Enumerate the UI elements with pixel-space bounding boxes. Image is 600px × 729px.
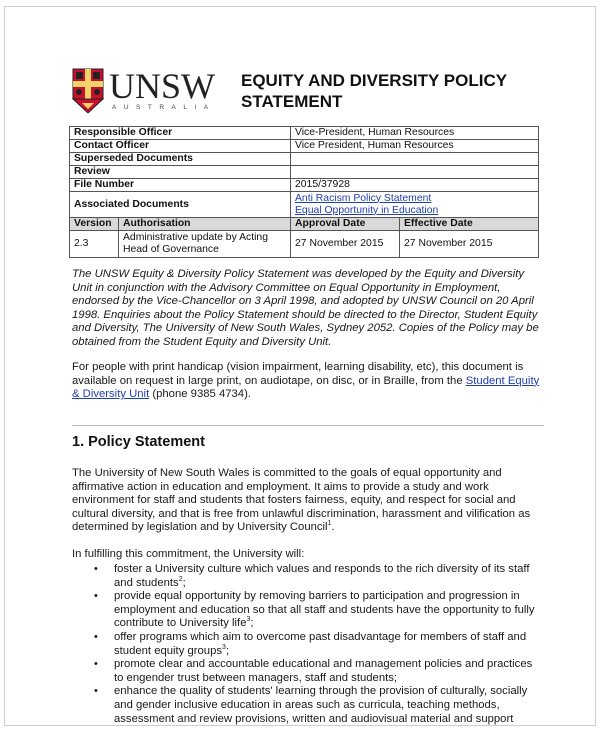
print-handicap-notice — [72, 361, 544, 402]
list-item — [94, 685, 542, 726]
list-item-text: promote clear and accountable educational and management policies and practices to engender trust between managers, staff and students; — [114, 658, 533, 684]
commitment-intro: In fulfilling this commitment, the University will: — [72, 548, 305, 560]
intro-paragraph: The UNSW Equity & Diversity Policy Statement was developed by the Equity and Diversity Unit in conjunction with the Advisory Committee on Equal Opportunity in Employment, endorsed by the Vice-Chancellor on 3 April 1998, and adopted by UNSW Council on 20 April 1998. Enquiries about the Policy Statement should be directed to the Director, Student Equity and Diversity, The University of New South Wales, Sydney 2052. Copies of the Policy may be obtained from the Student Equity and Diversity Unit. — [72, 268, 539, 348]
info-row — [70, 179, 539, 192]
approval-date-header: Approval Date — [291, 218, 400, 231]
equal-opportunity-education-link[interactable]: Equal Opportunity in Education — [295, 204, 439, 216]
footnote-ref: 3 — [246, 616, 251, 624]
bullet-icon: • — [94, 685, 98, 698]
footnote-ref: 1 — [327, 520, 332, 528]
info-key: Contact Officer — [70, 140, 291, 153]
document-title — [241, 70, 561, 112]
title-line-1: EQUITY AND DIVERSITY POLICY — [241, 71, 508, 90]
info-row — [70, 140, 539, 153]
bullet-icon: • — [94, 658, 98, 671]
document-page — [4, 6, 596, 726]
policy-paragraph-text: The University of New South Wales is committed to the goals of equal opportunity and affirmative action in education and employment. It aims to provide a study and work environment for staff and students that fosters fairness, equity, and respect for social and cultural diversity, and that is free from unlawful discrimination, harassment and vilification as determined by legislation and by University Council — [72, 467, 531, 534]
info-value: Vice-President, Human Resources — [291, 127, 539, 140]
list-item-text: offer programs which aim to overcome past disadvantage for members of staff and student equity groups — [114, 630, 527, 657]
effective-date-value: 27 November 2015 — [400, 231, 539, 258]
version-header-row — [70, 218, 539, 231]
associated-documents-row — [70, 192, 539, 218]
commitment-list — [72, 563, 542, 726]
list-item — [94, 658, 542, 685]
print-notice-text: For people with print handicap (vision impairment, learning disability, etc), this document is available on request in large print, on audiotape, on disc, or in Braille, from the — [72, 361, 524, 387]
bullet-icon: • — [94, 563, 98, 575]
version-row — [70, 231, 539, 258]
section-heading: 1. Policy Statement — [72, 434, 205, 450]
footnote-ref: 3 — [222, 643, 226, 651]
list-item-tail: ; — [182, 576, 186, 589]
info-value — [291, 153, 539, 166]
approval-date-value: 27 November 2015 — [291, 231, 400, 258]
bullet-icon: • — [94, 630, 98, 643]
logo-wordmark: UNSW — [109, 66, 215, 106]
policy-info-table — [69, 126, 539, 258]
list-item — [94, 630, 542, 658]
title-line-2: STATEMENT — [241, 92, 343, 111]
info-key: Superseded Documents — [70, 153, 291, 166]
list-item-text: foster a University culture which values and responds to the rich diversity of its staff and students — [114, 563, 530, 589]
list-item-tail: ; — [225, 644, 230, 657]
info-key: Review — [70, 166, 291, 179]
info-key: Responsible Officer — [70, 127, 291, 140]
version-header: Version — [70, 218, 119, 231]
section-divider — [72, 425, 544, 426]
footnote-ref: 2 — [178, 575, 183, 583]
info-row — [70, 127, 539, 140]
effective-date-header: Effective Date — [400, 218, 539, 231]
policy-paragraph: The University of New South Wales is committed to the goals of equal opportunity and affirmative action in education and employment. It aims to provide a study and work environment for staff and students that fosters fairness, equity, and respect for social and cultural diversity, and that is free from unlawful discrimination, harassment and vilification as determined by legislation and by University Council$^1$. — [72, 467, 531, 534]
list-item-text: enhance the quality of students' learning through the provision of culturally, socially and gender inclusive education in areas such as curricula, teaching methods, assessment and review provisions, written and audiovisual material and support — [114, 685, 528, 725]
unsw-logo — [72, 66, 216, 118]
print-notice-phone: (phone 9385 4734). — [149, 388, 251, 401]
authorisation-value: Administrative update by Acting Head of Governance — [119, 231, 291, 258]
info-row — [70, 166, 539, 179]
anti-racism-policy-link[interactable]: Anti Racism Policy Statement — [295, 192, 432, 204]
info-value: Vice President, Human Resources — [291, 140, 539, 153]
logo-subtext: AUSTRALIA — [112, 104, 216, 111]
authorisation-header: Authorisation — [119, 218, 291, 231]
list-item — [94, 590, 542, 631]
student-equity-unit-link[interactable]: Student Equity & Diversity Unit — [72, 374, 540, 401]
list-item-text: provide equal opportunity by removing barriers to participation and progression in employment and education so that all staff and students have the opportunity to fully contribute to University life — [114, 590, 535, 630]
unsw-crest-icon — [72, 68, 104, 114]
list-item — [94, 563, 542, 590]
info-row — [70, 153, 539, 166]
associated-links — [291, 192, 539, 218]
info-key: File Number — [70, 179, 291, 192]
info-key: Associated Documents — [70, 192, 291, 218]
info-value — [291, 166, 539, 179]
version-value: 2.3 — [70, 231, 119, 258]
bullet-icon: • — [94, 590, 98, 603]
info-value: 2015/37928 — [291, 179, 539, 192]
list-item-tail: ; — [250, 617, 254, 630]
